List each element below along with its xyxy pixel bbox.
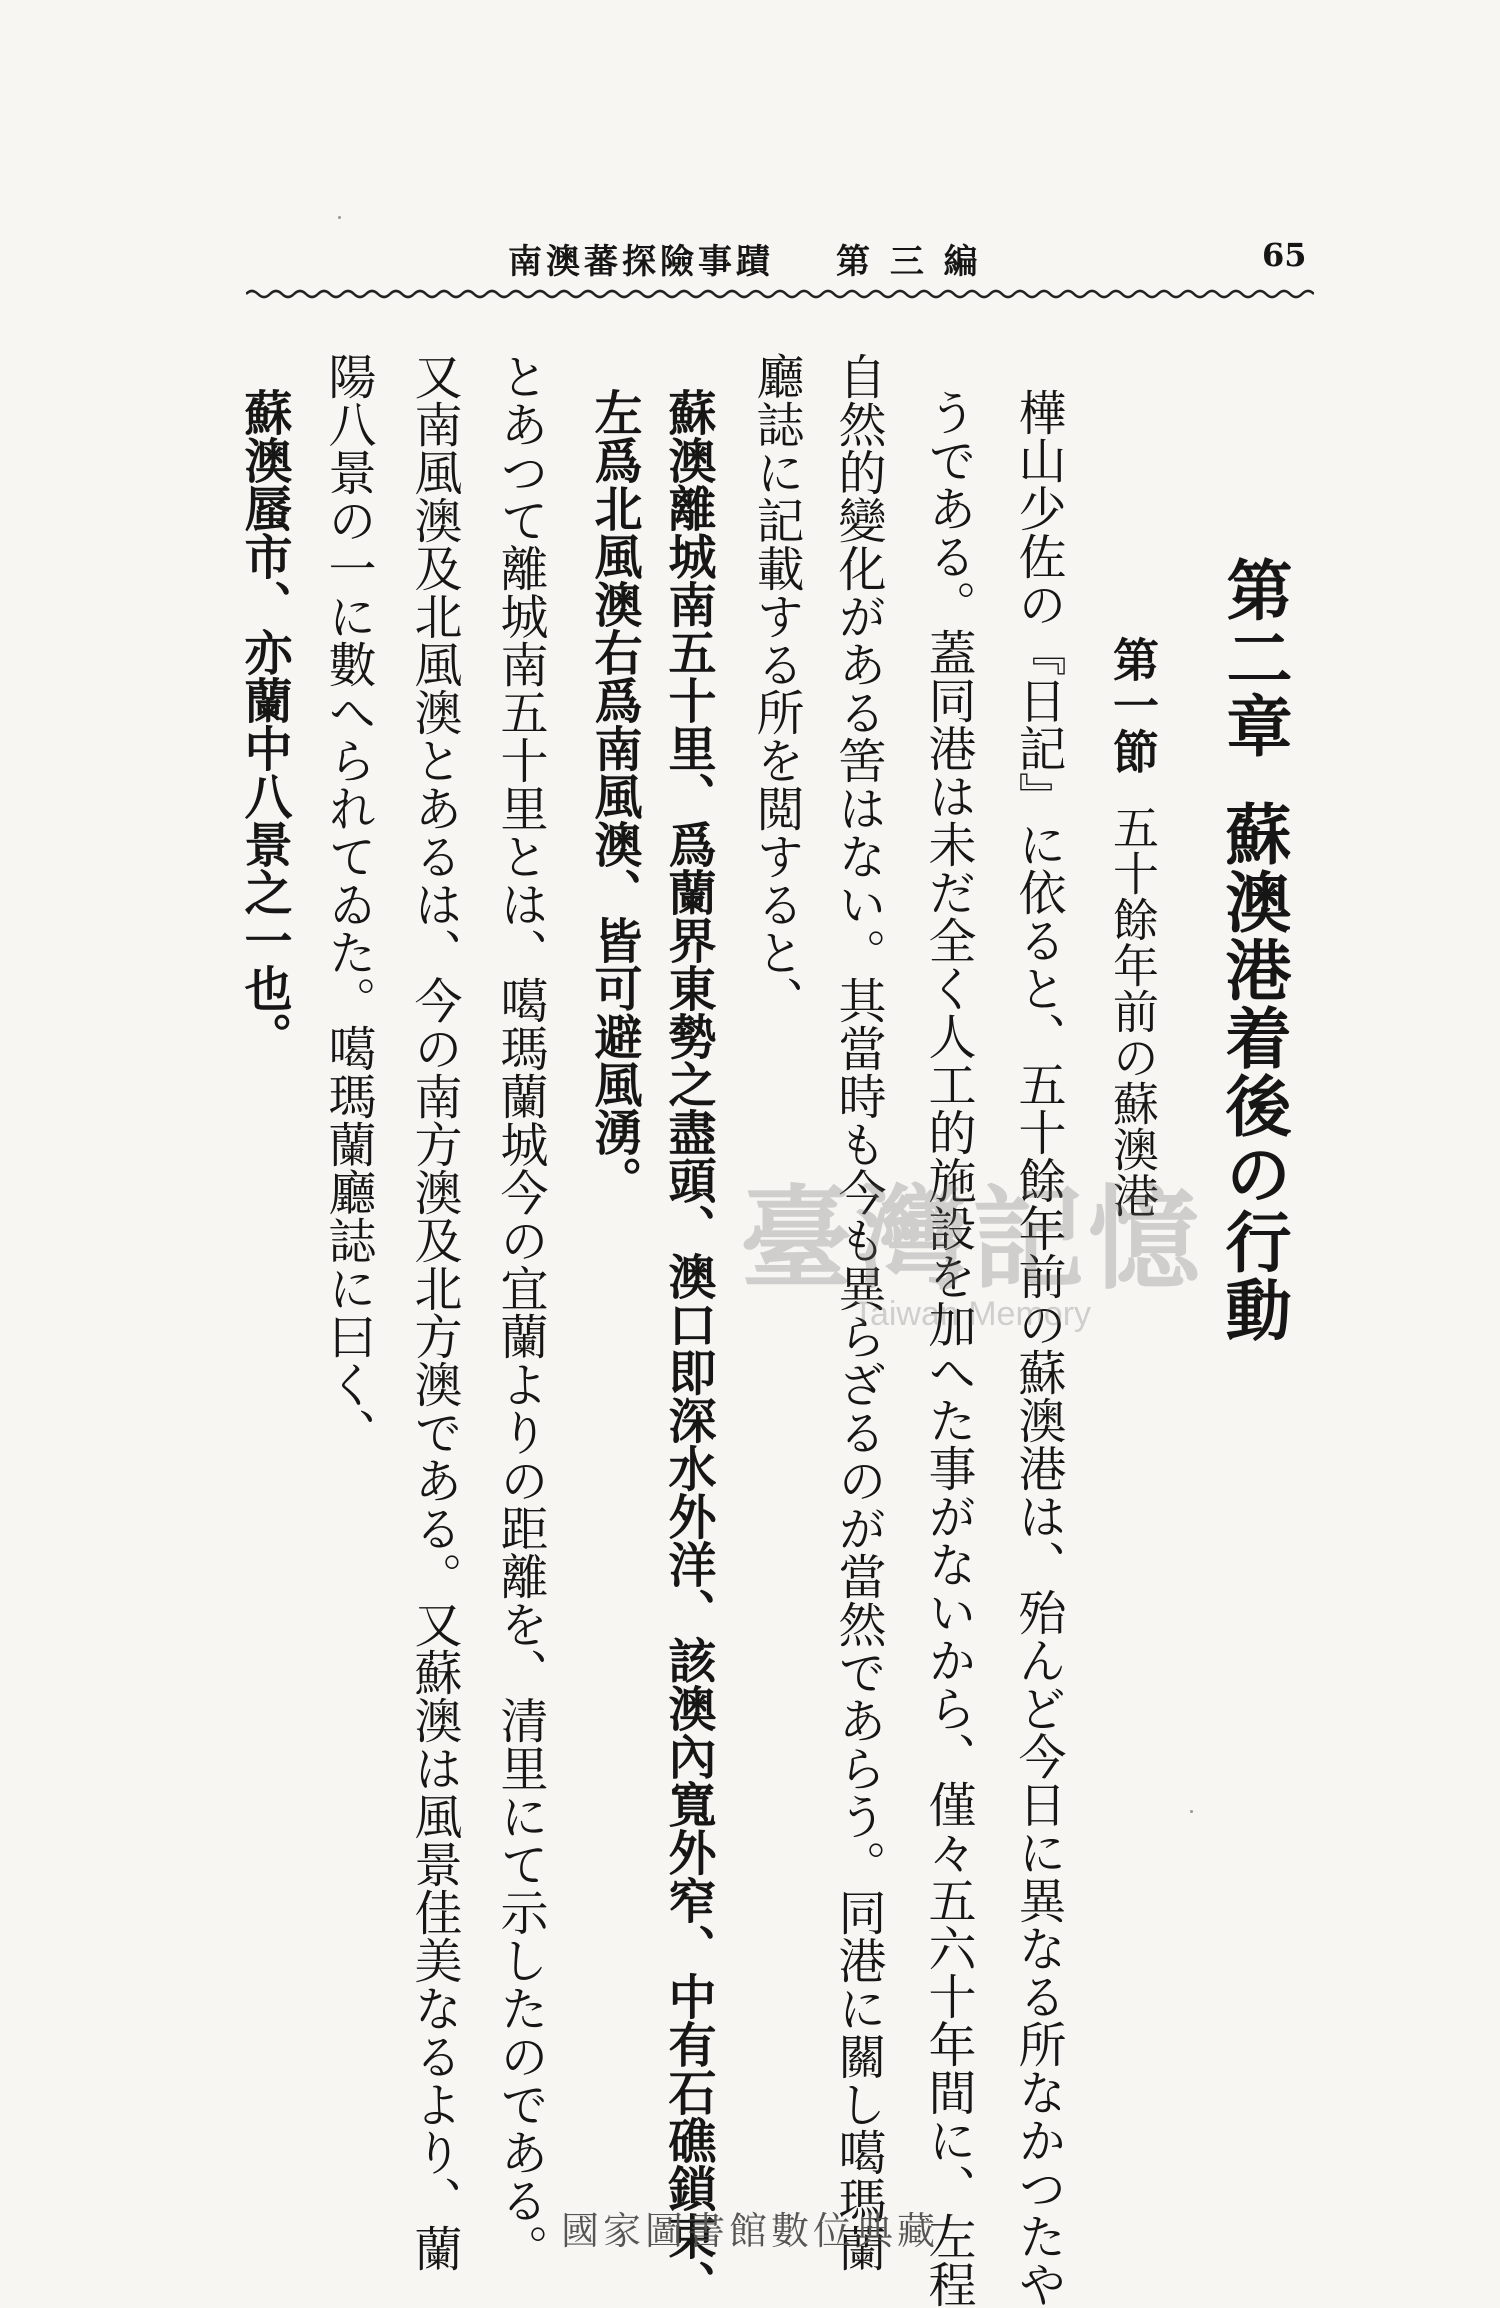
running-head-part: 第 三 編 [836,242,982,282]
body-column-6: 又南風澳及北風澳とあるは、今の南方澳及北方澳である。又蘇澳は風景佳美なるより、蘭 [406,352,462,2272]
footer-attribution: 國家圖書館數位典藏 [560,2209,939,2253]
header-rule [246,286,1314,302]
body-column-2: うである。蓋同港は未だ全く人工的施設を加へた事がないから、僅々五六十年間に、左程 [920,388,976,2308]
section-label: 第一節 [1106,636,1160,774]
body-column-7: 陽八景の一に數へられてゐた。噶瑪蘭廳誌に曰く、 [320,352,376,1456]
watermark-en: Taiwan Memory [852,1295,1092,1333]
quote-column-2: 左爲北風澳右爲南風澳、皆可避風湧。 [586,388,642,1204]
body-column-5: とあつて離城南五十里とは、噶瑪蘭城今の宜蘭よりの距離を、清里にて示したのである。 [492,352,548,2272]
scan-speck [1190,1810,1193,1813]
chapter-label: 第二章 [1215,556,1292,760]
body-column-1: 樺山少佐の『日記』に依ると、五十餘年前の蘇澳港は、殆んど今日に異なる所なかつたや [1010,388,1066,2308]
chapter-heading [1214,556,1292,1344]
section-title: 五十餘年前の蘇澳港 [1106,804,1160,1218]
watermark-cjk: 臺灣記憶 [740,1174,1204,1305]
running-head [508,234,982,283]
quote-column-1: 蘇澳離城南五十里、爲蘭界東勢之盡頭、澳口即深水外洋、該澳內寬外窄、中有石礁鎖束、 [660,388,716,2308]
chapter-title: 蘇澳港着後の行動 [1214,800,1292,1344]
quote-column-3: 蘇澳蜃市、亦蘭中八景之一也。 [236,388,292,1060]
body-column-3: 自然的變化がある筈はない。其當時も今も異らざるのが當然であらう。同港に關し噶瑪蘭 [830,352,886,2272]
page-number: 65 [1262,236,1307,274]
section-heading [1106,636,1160,1218]
body-column-4: 廳誌に記載する所を閲すると、 [748,352,804,1024]
running-head-book-title: 南澳蕃探險事蹟 [508,242,774,282]
scan-speck [338,216,341,219]
